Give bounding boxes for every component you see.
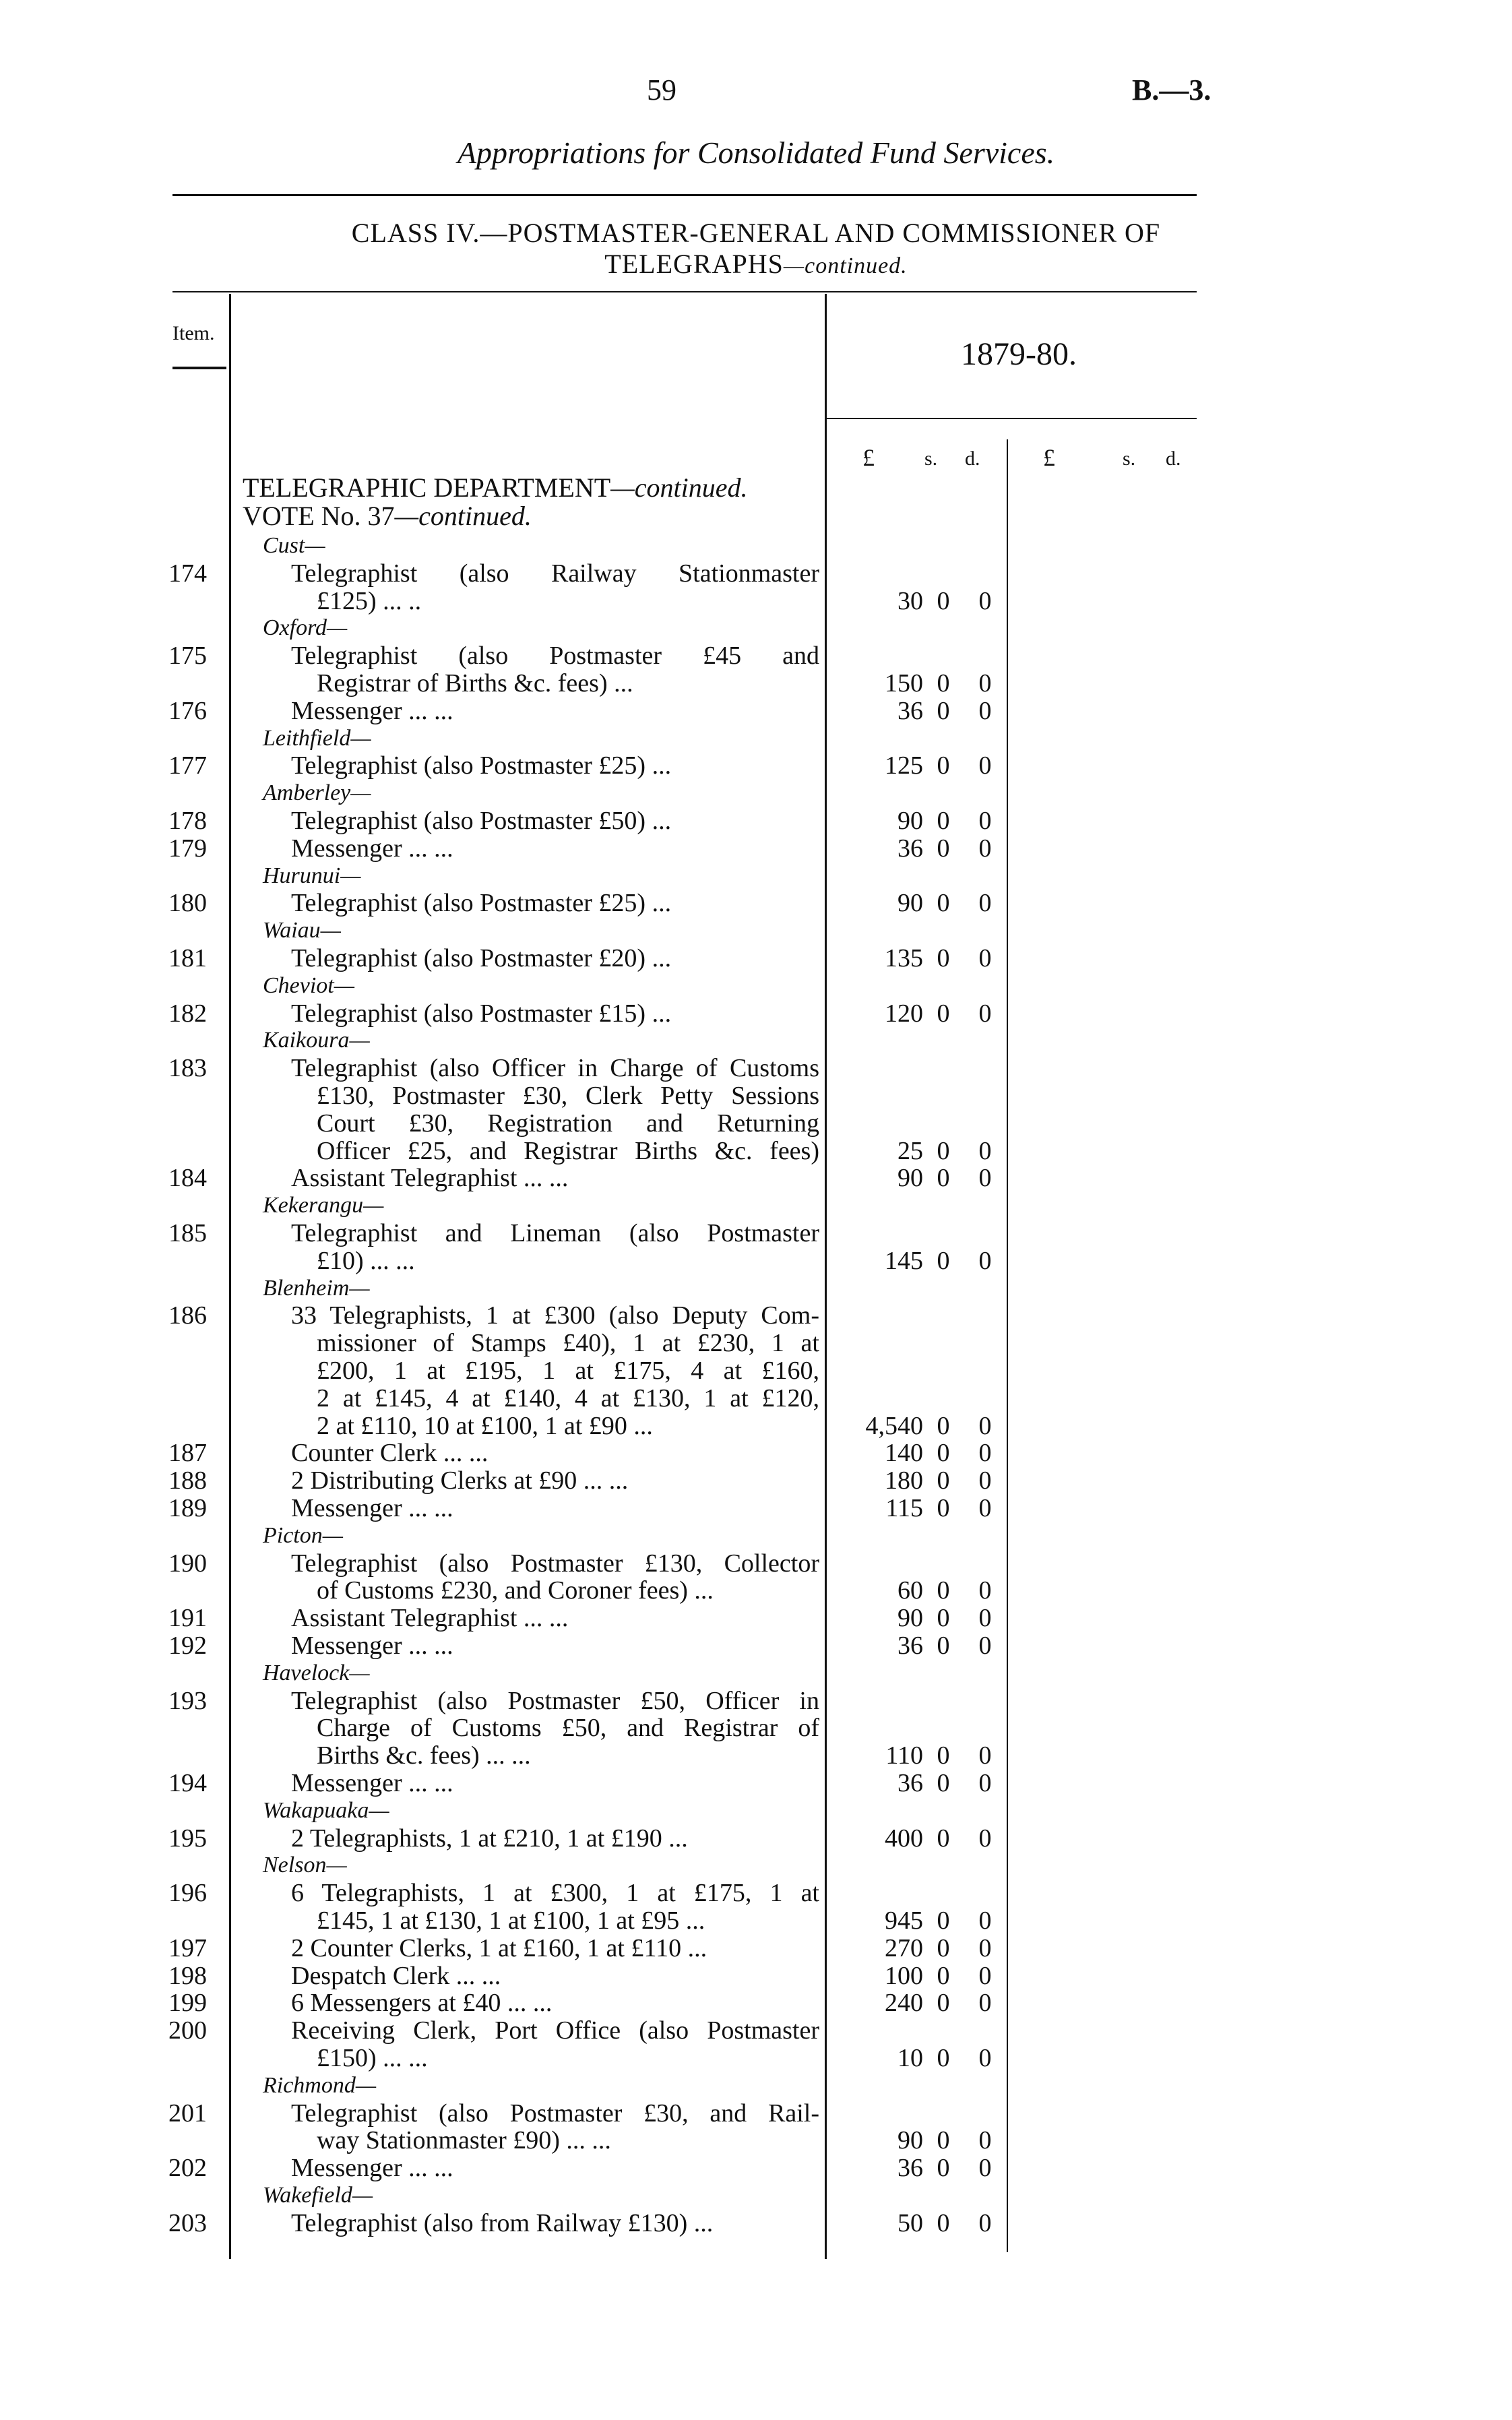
- amount-pence: 0: [978, 1411, 992, 1440]
- place-name: Amberley—: [263, 780, 371, 806]
- amount-pence: 0: [978, 1961, 992, 1990]
- amount-shillings: 0: [937, 1989, 950, 2018]
- amount-pounds: 90: [897, 1604, 923, 1633]
- item-number: 179: [168, 834, 207, 863]
- item-number: 175: [168, 642, 207, 671]
- place-heading-row: [0, 1274, 1512, 1303]
- table-row: [0, 1961, 1512, 1991]
- place-heading-row: [0, 971, 1512, 1001]
- amount-shillings: 0: [937, 2044, 950, 2072]
- pence-header-1: d.: [965, 447, 980, 470]
- item-number: 194: [168, 1769, 207, 1797]
- amount-shillings: 0: [937, 834, 950, 863]
- amount-pounds: 90: [897, 889, 923, 918]
- item-number: 199: [168, 1989, 207, 2018]
- item-description: 2 Telegraphists, 1 at £210, 1 at £190 ...: [291, 1824, 688, 1853]
- table-row: [0, 751, 1512, 780]
- amount-shillings: 0: [937, 669, 950, 697]
- table-row: [0, 1686, 1512, 1716]
- table-row: [0, 641, 1512, 671]
- amount-pence: 0: [978, 1164, 992, 1193]
- item-description: Telegraphist (also Postmaster £45 and: [291, 642, 819, 671]
- amount-pence: 0: [978, 2154, 992, 2183]
- amount-pounds: 100: [885, 1961, 923, 1990]
- table-row: [0, 1576, 1512, 1605]
- amount-pence: 0: [978, 1906, 992, 1935]
- year-header: 1879-80.: [961, 336, 1077, 372]
- amount-pounds: 50: [897, 2208, 923, 2237]
- item-description: Charge of Customs £50, and Registrar of: [317, 1714, 819, 1743]
- title-rule: [172, 194, 1197, 196]
- amount-shillings: 0: [937, 1769, 950, 1797]
- table-row: [0, 1163, 1512, 1193]
- amount-pounds: 90: [897, 807, 923, 835]
- item-description: Telegraphist (also from Railway £130) ...: [291, 2208, 714, 2237]
- amount-pounds: 945: [885, 1906, 923, 1935]
- table-row: [0, 1466, 1512, 1495]
- amount-shillings: 0: [937, 2154, 950, 2183]
- section-title: TELEGRAPHIC DEPARTMENT—continued.: [243, 472, 748, 503]
- amount-pounds: 60: [897, 1576, 923, 1605]
- year-header-rule: [826, 418, 1197, 419]
- table-row: [0, 1356, 1512, 1386]
- amount-shillings: 0: [937, 999, 950, 1028]
- table-row: [0, 2153, 1512, 2183]
- place-heading-row: [0, 531, 1512, 561]
- place-heading-row: [0, 2181, 1512, 2210]
- amount-pence: 0: [978, 1604, 992, 1633]
- pound-header-2: £: [1043, 444, 1055, 471]
- item-description: Assistant Telegraphist ... ...: [291, 1604, 569, 1633]
- table-row: [0, 1109, 1512, 1138]
- amount-pounds: 140: [885, 1439, 923, 1468]
- amount-shillings: 0: [937, 889, 950, 918]
- amount-pence: 0: [978, 1741, 992, 1770]
- amount-shillings: 0: [937, 696, 950, 725]
- amount-pence: 0: [978, 889, 992, 918]
- item-description: £10) ... ...: [317, 1246, 415, 1275]
- item-description: £130, Postmaster £30, Clerk Petty Sessions: [317, 1082, 819, 1110]
- item-number: 196: [168, 1879, 207, 1908]
- amount-pounds: 36: [897, 1769, 923, 1797]
- amount-pounds: 400: [885, 1824, 923, 1853]
- place-name: Leithfield—: [263, 725, 371, 751]
- table-row: [0, 696, 1512, 726]
- amount-pounds: 180: [885, 1466, 923, 1495]
- item-description: Court £30, Registration and Returning: [317, 1109, 819, 1138]
- table-row: [0, 1768, 1512, 1798]
- amount-pence: 0: [978, 944, 992, 972]
- amount-pence: 0: [978, 1632, 992, 1660]
- item-number: 189: [168, 1494, 207, 1522]
- amount-pence: 0: [978, 696, 992, 725]
- item-description: Messenger ... ...: [291, 834, 453, 863]
- item-description: Telegraphist (also Postmaster £130, Collector: [291, 1549, 819, 1578]
- amount-shillings: 0: [937, 1604, 950, 1633]
- item-number: 200: [168, 2016, 207, 2045]
- pound-header-1: £: [862, 444, 875, 471]
- item-number: 177: [168, 751, 207, 780]
- table-row: [0, 2208, 1512, 2238]
- place-heading-row: [0, 1658, 1512, 1688]
- table-row: [0, 2016, 1512, 2045]
- table-row: [0, 1246, 1512, 1276]
- amount-pounds: 36: [897, 834, 923, 863]
- place-heading-row: [0, 613, 1512, 643]
- amount-shillings: 0: [937, 1632, 950, 1660]
- item-description: way Stationmaster £90) ... ...: [317, 2126, 611, 2155]
- place-name: Havelock—: [263, 1660, 370, 1685]
- item-number: 195: [168, 1824, 207, 1853]
- amount-pence: 0: [978, 1989, 992, 2018]
- item-description: Despatch Clerk ... ...: [291, 1961, 501, 1990]
- shilling-header-1: s.: [924, 447, 938, 470]
- item-description: Telegraphist (also Railway Stationmaster: [291, 559, 819, 588]
- place-heading-row: [0, 2071, 1512, 2101]
- amount-shillings: 0: [937, 1576, 950, 1605]
- shilling-header-2: s.: [1123, 447, 1136, 470]
- table-row: [0, 1631, 1512, 1661]
- item-description: Messenger ... ...: [291, 696, 453, 725]
- amount-pounds: 90: [897, 2126, 923, 2155]
- item-column-header: Item.: [172, 322, 215, 344]
- item-description: Registrar of Births &c. fees) ...: [317, 669, 633, 697]
- place-heading-row: [0, 778, 1512, 808]
- item-description: Telegraphist (also Postmaster £25) ...: [291, 889, 672, 918]
- page-number: 59: [647, 73, 676, 106]
- table-row: [0, 669, 1512, 698]
- item-number: 184: [168, 1164, 207, 1193]
- amount-pence: 0: [978, 1494, 992, 1522]
- item-description: £125) ... ..: [317, 586, 422, 615]
- table-row: [0, 1053, 1512, 1083]
- amount-pounds: 145: [885, 1246, 923, 1275]
- place-name: Kaikoura—: [263, 1028, 370, 1053]
- amount-pence: 0: [978, 1246, 992, 1275]
- amount-shillings: 0: [937, 1411, 950, 1440]
- table-row: [0, 1741, 1512, 1770]
- table-row: [0, 1438, 1512, 1468]
- amount-pence: 0: [978, 999, 992, 1028]
- item-description: Receiving Clerk, Port Office (also Postmaster: [291, 2016, 819, 2045]
- place-heading-row: [0, 724, 1512, 753]
- item-description: Telegraphist (also Postmaster £25) ...: [291, 751, 672, 780]
- item-description: Messenger ... ...: [291, 2154, 453, 2183]
- place-heading-row: [0, 1796, 1512, 1826]
- amount-shillings: 0: [937, 1824, 950, 1853]
- amount-pence: 0: [978, 1576, 992, 1605]
- item-description: Births &c. fees) ... ...: [317, 1741, 531, 1770]
- item-number: 185: [168, 1219, 207, 1247]
- place-heading-row: [0, 1026, 1512, 1055]
- item-number: 190: [168, 1549, 207, 1578]
- item-number: 191: [168, 1604, 207, 1633]
- table-row: [0, 1906, 1512, 1935]
- table-row: [0, 1713, 1512, 1743]
- place-name: Cheviot—: [263, 972, 354, 998]
- item-description: 33 Telegraphists, 1 at £300 (also Deputy Com-: [291, 1301, 819, 1330]
- item-description: Messenger ... ...: [291, 1769, 453, 1797]
- vote-title: VOTE No. 37—continued.: [243, 501, 532, 531]
- table-row: [0, 1081, 1512, 1111]
- amount-pounds: 10: [897, 2044, 923, 2072]
- item-number: 202: [168, 2154, 207, 2183]
- place-name: Blenheim—: [263, 1275, 370, 1301]
- amount-pence: 0: [978, 1824, 992, 1853]
- amount-pounds: 115: [885, 1494, 923, 1522]
- table-row: [0, 2043, 1512, 2073]
- item-description: 2 Distributing Clerks at £90 ... ...: [291, 1466, 629, 1495]
- class-heading-line2: TELEGRAPHS—continued.: [604, 249, 908, 279]
- amount-pounds: 270: [885, 1933, 923, 1962]
- place-name: Cust—: [263, 533, 325, 558]
- amount-shillings: 0: [937, 1494, 950, 1522]
- place-name: Hurunui—: [263, 863, 361, 888]
- item-description: Telegraphist and Lineman (also Postmaster: [291, 1219, 819, 1247]
- item-number: 187: [168, 1439, 207, 1468]
- item-description: Messenger ... ...: [291, 1632, 453, 1660]
- item-description: Telegraphist (also Postmaster £30, and Rail-: [291, 2099, 819, 2128]
- item-description: Messenger ... ...: [291, 1494, 453, 1522]
- place-heading-row: [0, 916, 1512, 945]
- place-heading-row: [0, 1851, 1512, 1880]
- item-number: 181: [168, 944, 207, 972]
- amount-shillings: 0: [937, 2208, 950, 2237]
- amount-pounds: 36: [897, 696, 923, 725]
- item-description: 2 Counter Clerks, 1 at £160, 1 at £110 ...: [291, 1933, 707, 1962]
- item-description: of Customs £230, and Coroner fees) ...: [317, 1576, 714, 1605]
- table-row: [0, 1493, 1512, 1523]
- place-name: Kekerangu—: [263, 1193, 384, 1218]
- amount-pounds: 25: [897, 1136, 923, 1165]
- item-number: 188: [168, 1466, 207, 1495]
- amount-pence: 0: [978, 586, 992, 615]
- place-heading-row: [0, 1191, 1512, 1220]
- place-name: Wakefield—: [263, 2183, 373, 2208]
- table-row: [0, 1933, 1512, 1963]
- amount-pence: 0: [978, 2126, 992, 2155]
- table-row: [0, 943, 1512, 973]
- amount-pounds: 36: [897, 1632, 923, 1660]
- table-row: [0, 586, 1512, 616]
- amount-pounds: 4,540: [865, 1411, 923, 1440]
- amount-pounds: 30: [897, 586, 923, 615]
- amount-pence: 0: [978, 1933, 992, 1962]
- item-description: 2 at £110, 10 at £100, 1 at £90 ...: [317, 1411, 653, 1440]
- amount-shillings: 0: [937, 1961, 950, 1990]
- item-description: 6 Telegraphists, 1 at £300, 1 at £175, 1 at: [291, 1879, 819, 1908]
- item-number: 197: [168, 1933, 207, 1962]
- document-reference: B.—3.: [1132, 73, 1211, 106]
- table-row: [0, 1824, 1512, 1853]
- amount-shillings: 0: [937, 1136, 950, 1165]
- place-heading-row: [0, 1521, 1512, 1551]
- amount-pence: 0: [978, 1439, 992, 1468]
- amount-shillings: 0: [937, 1439, 950, 1468]
- item-description: £150) ... ...: [317, 2044, 428, 2072]
- item-description: missioner of Stamps £40), 1 at £230, 1 at: [317, 1329, 819, 1358]
- amount-shillings: 0: [937, 586, 950, 615]
- item-description: 6 Messengers at £40 ... ...: [291, 1989, 553, 2018]
- amount-shillings: 0: [937, 1933, 950, 1962]
- table-row: [0, 2126, 1512, 2155]
- page-title: Appropriations for Consolidated Fund Services.: [457, 135, 1055, 170]
- item-number: 174: [168, 559, 207, 588]
- table-row: [0, 1878, 1512, 1908]
- amount-pence: 0: [978, 751, 992, 780]
- place-name: Waiau—: [263, 918, 341, 943]
- amount-shillings: 0: [937, 2126, 950, 2155]
- amount-shillings: 0: [937, 1466, 950, 1495]
- table-row: [0, 1328, 1512, 1358]
- item-number: 192: [168, 1632, 207, 1660]
- item-number: 203: [168, 2208, 207, 2237]
- amount-pence: 0: [978, 2044, 992, 2072]
- amount-pence: 0: [978, 1136, 992, 1165]
- table-row: [0, 806, 1512, 836]
- amount-pounds: 120: [885, 999, 923, 1028]
- amount-pounds: 135: [885, 944, 923, 972]
- table-row: [0, 1301, 1512, 1330]
- amount-pounds: 125: [885, 751, 923, 780]
- table-row: [0, 1136, 1512, 1166]
- amount-pounds: 90: [897, 1164, 923, 1193]
- item-description: 2 at £145, 4 at £140, 4 at £130, 1 at £120,: [317, 1384, 819, 1413]
- place-name: Richmond—: [263, 2072, 377, 2098]
- item-number: 186: [168, 1301, 207, 1330]
- item-header-rule: [172, 367, 226, 369]
- item-number: 180: [168, 889, 207, 918]
- place-name: Picton—: [263, 1522, 343, 1548]
- item-description: Telegraphist (also Postmaster £50, Officer in: [291, 1686, 819, 1715]
- item-number: 183: [168, 1054, 207, 1083]
- table-row: [0, 2099, 1512, 2128]
- amount-pence: 0: [978, 807, 992, 835]
- amount-pounds: 110: [885, 1741, 923, 1770]
- amount-pence: 0: [978, 834, 992, 863]
- item-number: 176: [168, 696, 207, 725]
- item-number: 182: [168, 999, 207, 1028]
- amount-shillings: 0: [937, 944, 950, 972]
- item-description: £145, 1 at £130, 1 at £100, 1 at £95 ...: [317, 1906, 705, 1935]
- item-description: £200, 1 at £195, 1 at £175, 4 at £160,: [317, 1357, 819, 1385]
- table-row: [0, 1603, 1512, 1633]
- amount-pence: 0: [978, 1769, 992, 1797]
- item-description: Telegraphist (also Postmaster £15) ...: [291, 999, 672, 1028]
- table-row: [0, 834, 1512, 863]
- table-row: [0, 1411, 1512, 1441]
- item-number: 193: [168, 1686, 207, 1715]
- amount-pounds: 150: [885, 669, 923, 697]
- table-row: [0, 1549, 1512, 1578]
- item-number: 178: [168, 807, 207, 835]
- table-row: [0, 1384, 1512, 1413]
- amount-pence: 0: [978, 1466, 992, 1495]
- place-heading-row: [0, 861, 1512, 891]
- item-description: Telegraphist (also Officer in Charge of Customs: [291, 1054, 819, 1083]
- item-description: Telegraphist (also Postmaster £50) ...: [291, 807, 672, 835]
- amount-pence: 0: [978, 669, 992, 697]
- amount-shillings: 0: [937, 751, 950, 780]
- amount-pence: 0: [978, 2208, 992, 2237]
- place-name: Wakapuaka—: [263, 1797, 389, 1823]
- amount-shillings: 0: [937, 1164, 950, 1193]
- table-row: [0, 1218, 1512, 1248]
- table-row: [0, 888, 1512, 918]
- amount-shillings: 0: [937, 1246, 950, 1275]
- class-heading-line1: CLASS IV.—POSTMASTER-GENERAL AND COMMISSIONER OF: [351, 218, 1161, 248]
- table-row: [0, 1988, 1512, 2018]
- table-row: [0, 999, 1512, 1028]
- amount-shillings: 0: [937, 807, 950, 835]
- item-description: Counter Clerk ... ...: [291, 1439, 489, 1468]
- place-name: Oxford—: [263, 615, 348, 641]
- table-top-rule: [172, 291, 1197, 292]
- amount-shillings: 0: [937, 1741, 950, 1770]
- item-number: 201: [168, 2099, 207, 2128]
- amount-shillings: 0: [937, 1906, 950, 1935]
- table-row: [0, 559, 1512, 588]
- amount-pounds: 240: [885, 1989, 923, 2018]
- pence-header-2: d.: [1166, 447, 1181, 470]
- item-description: Officer £25, and Registrar Births &c. fees): [317, 1136, 819, 1165]
- item-number: 198: [168, 1961, 207, 1990]
- item-description: Assistant Telegraphist ... ...: [291, 1164, 569, 1193]
- place-name: Nelson—: [263, 1853, 347, 1878]
- amount-pounds: 36: [897, 2154, 923, 2183]
- item-description: Telegraphist (also Postmaster £20) ...: [291, 944, 672, 972]
